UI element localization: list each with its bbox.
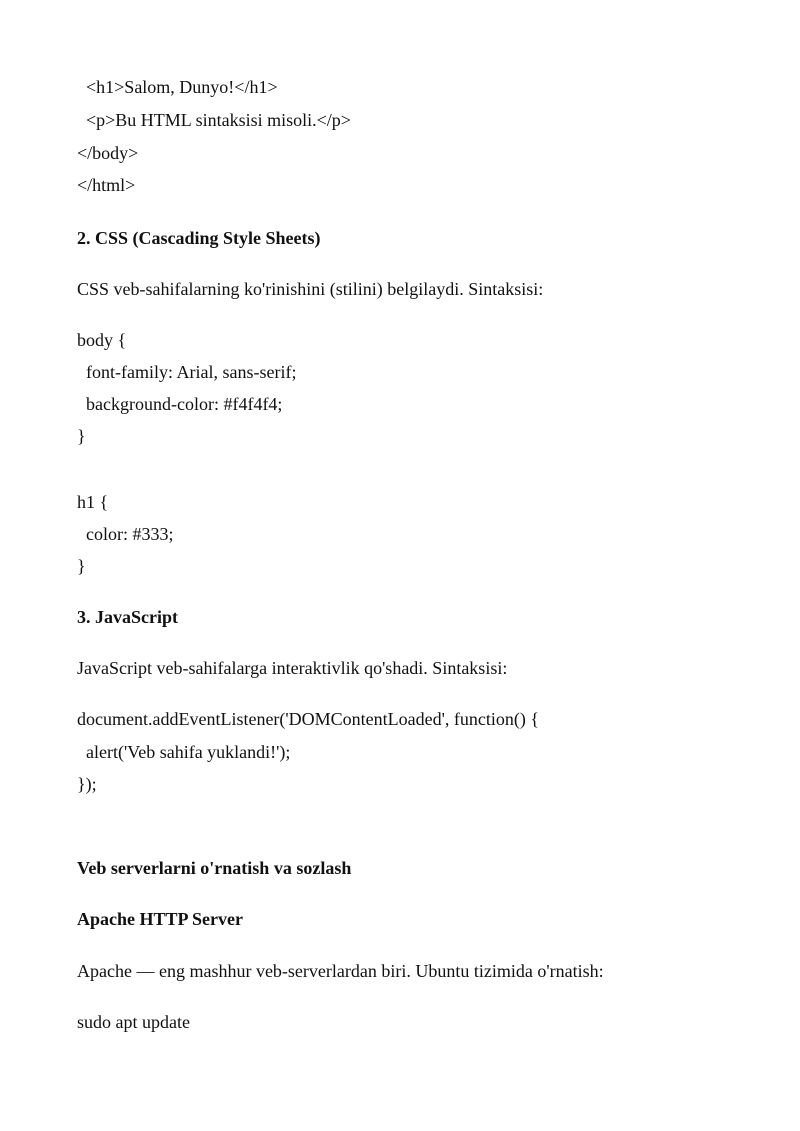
code-line: sudo apt update: [77, 1012, 190, 1032]
code-line: font-family: Arial, sans-serif;: [77, 362, 297, 382]
code-line: }: [77, 426, 86, 446]
paragraph-js-intro: JavaScript veb-sahifalarga interaktivlik qo'shadi. Sintaksisi:: [77, 658, 508, 678]
code-line: body {: [77, 330, 127, 350]
code-line: h1 {: [77, 492, 109, 512]
code-line: <p>Bu HTML sintaksisi misoli.</p>: [77, 110, 351, 130]
code-line: color: #333;: [77, 524, 174, 544]
code-line: }: [77, 556, 86, 576]
code-line: });: [77, 774, 97, 794]
paragraph-css-intro: CSS veb-sahifalarning ko'rinishini (stilini) belgilaydi. Sintaksisi:: [77, 279, 544, 299]
section-heading-servers: Veb serverlarni o'rnatish va sozlash: [77, 858, 352, 878]
code-line: document.addEventListener('DOMContentLoaded', function() {: [77, 709, 539, 729]
paragraph-apache-intro: Apache — eng mashhur veb-serverlardan biri. Ubuntu tizimida o'rnatish:: [77, 961, 604, 981]
subheading-apache: Apache HTTP Server: [77, 909, 243, 929]
code-line: </html>: [77, 175, 136, 195]
code-line: <h1>Salom, Dunyo!</h1>: [77, 77, 278, 97]
code-line: alert('Veb sahifa yuklandi!');: [77, 742, 291, 762]
code-line: </body>: [77, 143, 139, 163]
section-heading-css: 2. CSS (Cascading Style Sheets): [77, 228, 321, 248]
section-heading-js: 3. JavaScript: [77, 607, 178, 627]
code-line: background-color: #f4f4f4;: [77, 394, 283, 414]
